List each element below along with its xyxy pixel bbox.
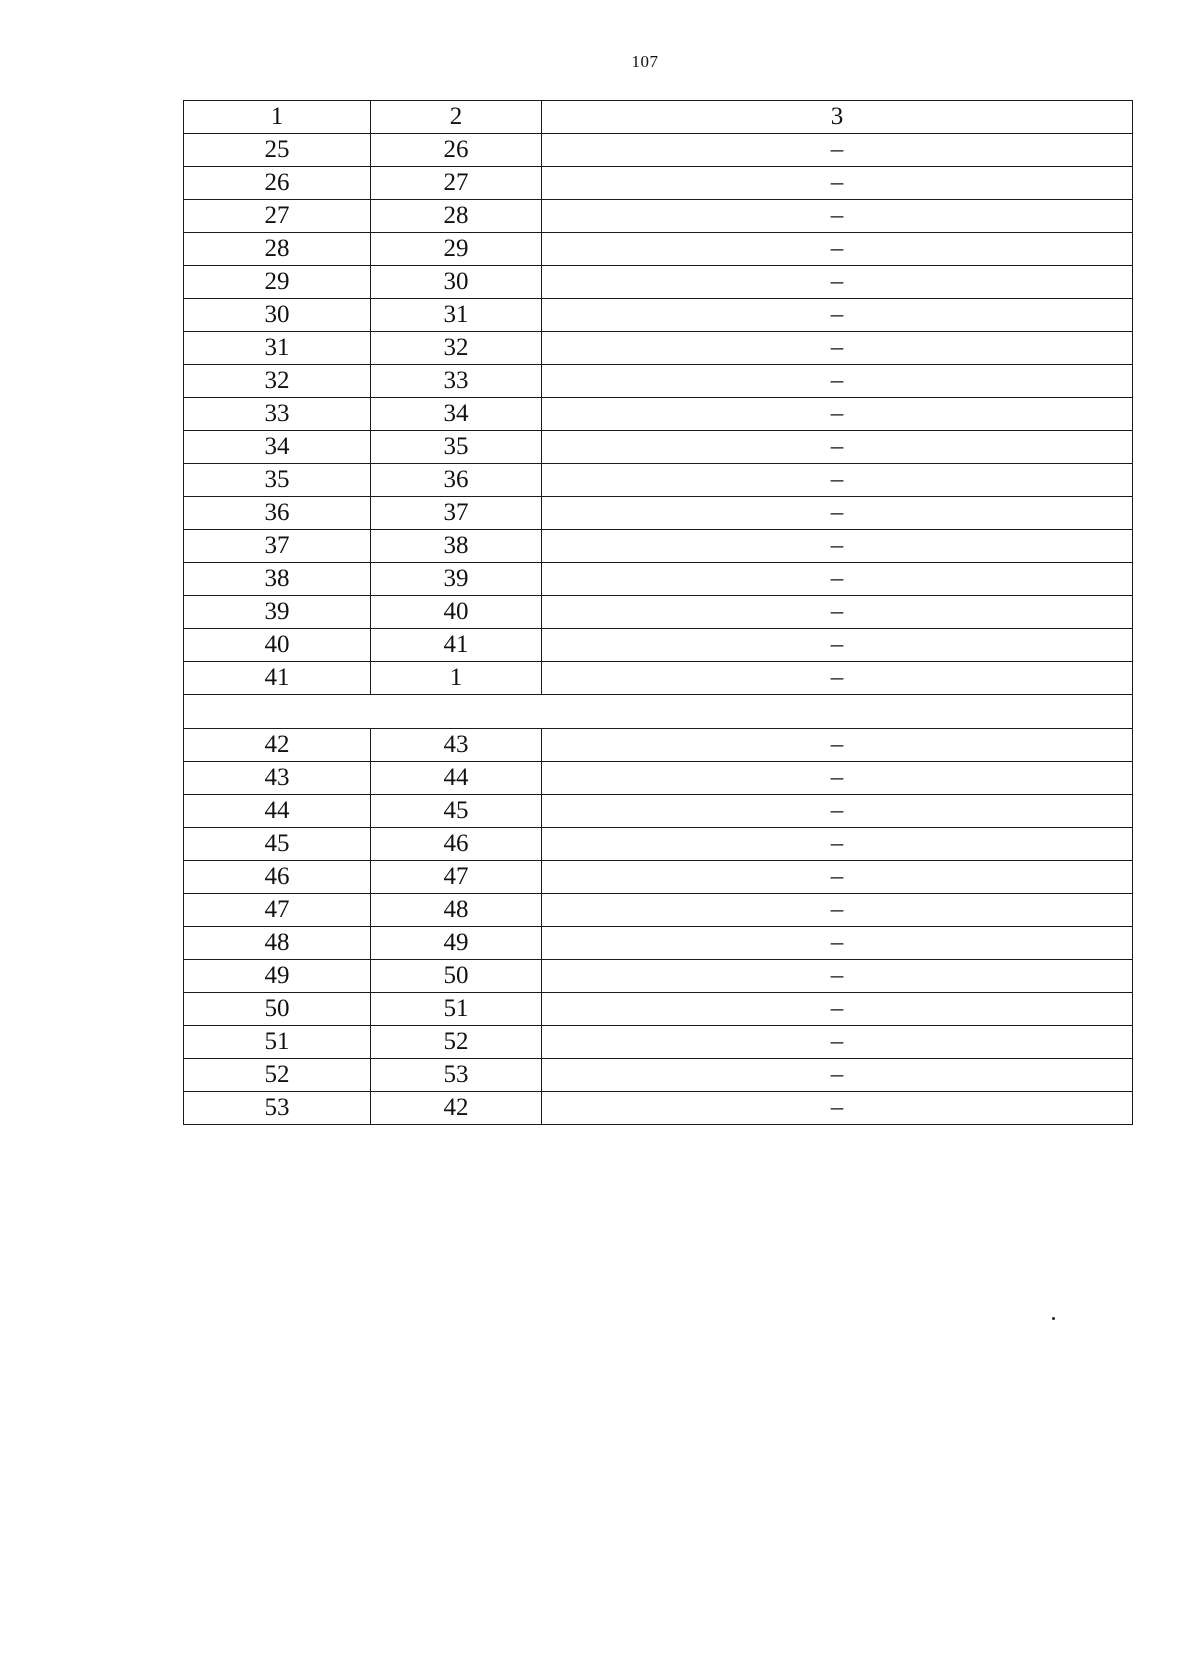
- data-table: [183, 100, 1133, 1125]
- table-cell-col3: –: [542, 134, 1133, 167]
- table-cell-col2: 30: [371, 266, 542, 299]
- table-cell-col1: 42: [184, 729, 371, 762]
- table-row: [184, 662, 1133, 695]
- table-cell-col1: 37: [184, 530, 371, 563]
- table-cell-col1: 33: [184, 398, 371, 431]
- table-cell-col2: 44: [371, 762, 542, 795]
- table-cell-col3: –: [542, 596, 1133, 629]
- table-row: [184, 1092, 1133, 1125]
- table-cell-col3: –: [542, 795, 1133, 828]
- table-cell-col3: –: [542, 365, 1133, 398]
- table-cell-col2: 26: [371, 134, 542, 167]
- table-cell-col2: 1: [371, 662, 542, 695]
- table-cell-col3: –: [542, 332, 1133, 365]
- table-row: [184, 299, 1133, 332]
- table-row: [184, 894, 1133, 927]
- table-cell-col2: 52: [371, 1026, 542, 1059]
- table-cell-col2: 27: [371, 167, 542, 200]
- table-cell-col1: 28: [184, 233, 371, 266]
- table-cell-col3: –: [542, 1026, 1133, 1059]
- table-cell-col2: 38: [371, 530, 542, 563]
- table-cell-col2: 48: [371, 894, 542, 927]
- table-cell-col1: 32: [184, 365, 371, 398]
- table-cell-col2: 29: [371, 233, 542, 266]
- table-cell-col3: –: [542, 497, 1133, 530]
- table-cell-col1: 52: [184, 1059, 371, 1092]
- table-cell-col1: 30: [184, 299, 371, 332]
- stray-mark: [1052, 1317, 1055, 1320]
- table-cell-col1: 53: [184, 1092, 371, 1125]
- table-cell-col3: –: [542, 1059, 1133, 1092]
- table-cell-col2: 53: [371, 1059, 542, 1092]
- table-cell-col1: 35: [184, 464, 371, 497]
- table-cell-col1: 36: [184, 497, 371, 530]
- table-cell-col3: –: [542, 398, 1133, 431]
- table-row: [184, 993, 1133, 1026]
- table-row: [184, 1059, 1133, 1092]
- table-row: [184, 266, 1133, 299]
- table-row: [184, 134, 1133, 167]
- table-row: [184, 762, 1133, 795]
- table-row: [184, 960, 1133, 993]
- table-cell-col2: 37: [371, 497, 542, 530]
- table-cell-col2: 45: [371, 795, 542, 828]
- table-cell-col1: 44: [184, 795, 371, 828]
- table-cell-col3: –: [542, 894, 1133, 927]
- table-row: [184, 729, 1133, 762]
- table-cell-col1: 39: [184, 596, 371, 629]
- column-header-2: 2: [371, 101, 542, 134]
- table-cell-col1: 49: [184, 960, 371, 993]
- table-cell-col1: 43: [184, 762, 371, 795]
- table-cell-col1: 31: [184, 332, 371, 365]
- table-cell-col3: –: [542, 861, 1133, 894]
- table-row: [184, 629, 1133, 662]
- column-header-1: 1: [184, 101, 371, 134]
- table-cell-col3: –: [542, 762, 1133, 795]
- table-cell-col2: 33: [371, 365, 542, 398]
- table-row: [184, 464, 1133, 497]
- table-cell-col1: 46: [184, 861, 371, 894]
- separator-cell: [184, 695, 1133, 729]
- table-separator-row: [184, 695, 1133, 729]
- table-row: [184, 530, 1133, 563]
- table-body: [184, 101, 1133, 1125]
- table-row: [184, 497, 1133, 530]
- table-cell-col3: –: [542, 233, 1133, 266]
- column-header-3: 3: [542, 101, 1133, 134]
- table-row: [184, 167, 1133, 200]
- table-cell-col2: 43: [371, 729, 542, 762]
- table-cell-col2: 39: [371, 563, 542, 596]
- table-cell-col1: 51: [184, 1026, 371, 1059]
- table-cell-col3: –: [542, 927, 1133, 960]
- table-cell-col2: 36: [371, 464, 542, 497]
- table-row: [184, 365, 1133, 398]
- table-cell-col2: 28: [371, 200, 542, 233]
- table-cell-col1: 41: [184, 662, 371, 695]
- table-cell-col3: –: [542, 167, 1133, 200]
- table-cell-col2: 42: [371, 1092, 542, 1125]
- table-row: [184, 233, 1133, 266]
- table-row: [184, 828, 1133, 861]
- table-cell-col1: 26: [184, 167, 371, 200]
- table-cell-col3: –: [542, 629, 1133, 662]
- table-cell-col1: 38: [184, 563, 371, 596]
- table-cell-col1: 47: [184, 894, 371, 927]
- table-cell-col2: 51: [371, 993, 542, 1026]
- table-cell-col3: –: [542, 1092, 1133, 1125]
- table-row: [184, 1026, 1133, 1059]
- table-cell-col3: –: [542, 266, 1133, 299]
- table-row: [184, 200, 1133, 233]
- table-cell-col1: 34: [184, 431, 371, 464]
- table-cell-col3: –: [542, 299, 1133, 332]
- table-cell-col3: –: [542, 563, 1133, 596]
- table-cell-col3: –: [542, 431, 1133, 464]
- table-row: [184, 861, 1133, 894]
- table-cell-col1: 48: [184, 927, 371, 960]
- table-cell-col2: 34: [371, 398, 542, 431]
- table-cell-col3: –: [542, 960, 1133, 993]
- table-cell-col3: –: [542, 662, 1133, 695]
- table-cell-col2: 50: [371, 960, 542, 993]
- table-cell-col2: 31: [371, 299, 542, 332]
- table-cell-col3: –: [542, 464, 1133, 497]
- table-row: [184, 927, 1133, 960]
- table-cell-col3: –: [542, 200, 1133, 233]
- table-row: [184, 795, 1133, 828]
- table-row: [184, 596, 1133, 629]
- table-row: [184, 332, 1133, 365]
- table-cell-col3: –: [542, 993, 1133, 1026]
- table-cell-col1: 40: [184, 629, 371, 662]
- table-cell-col2: 35: [371, 431, 542, 464]
- table-cell-col2: 40: [371, 596, 542, 629]
- table-cell-col1: 27: [184, 200, 371, 233]
- table-cell-col2: 49: [371, 927, 542, 960]
- table-cell-col3: –: [542, 828, 1133, 861]
- table-cell-col2: 47: [371, 861, 542, 894]
- table-header-row: [184, 101, 1133, 134]
- table-cell-col1: 45: [184, 828, 371, 861]
- table-cell-col1: 50: [184, 993, 371, 1026]
- table-row: [184, 398, 1133, 431]
- table-cell-col3: –: [542, 530, 1133, 563]
- table-row: [184, 563, 1133, 596]
- table-cell-col1: 25: [184, 134, 371, 167]
- table-cell-col2: 41: [371, 629, 542, 662]
- table-cell-col3: –: [542, 729, 1133, 762]
- table-cell-col1: 29: [184, 266, 371, 299]
- table-row: [184, 431, 1133, 464]
- table-cell-col2: 46: [371, 828, 542, 861]
- page-number: 107: [631, 52, 659, 71]
- table-cell-col2: 32: [371, 332, 542, 365]
